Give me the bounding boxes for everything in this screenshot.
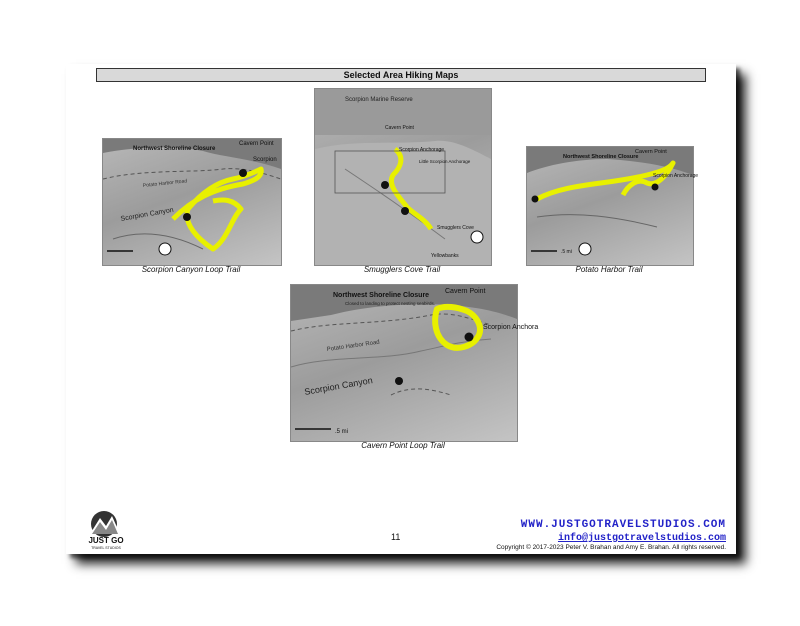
- map-label-road: Potato Harbor Road: [326, 339, 381, 353]
- map-label-point: Cavern Point: [385, 125, 414, 131]
- map-label-scale: .5 mi: [335, 429, 349, 435]
- map-label-banks: Yellowbanks: [431, 253, 459, 259]
- map-label-scale: .5 mi: [561, 249, 572, 255]
- map-label-canyon: Scorpion Canyon: [303, 375, 374, 397]
- map-label-corner: Scorpion Anchora: [483, 324, 539, 331]
- mountain-logo-icon: [72, 510, 140, 550]
- map-label-closure: Northwest Shoreline Closure: [133, 146, 216, 152]
- page-title: Selected Area Hiking Maps: [96, 68, 706, 82]
- map-label-reserve: Scorpion Marine Reserve: [345, 97, 413, 103]
- map-label-point: Cavern Point: [635, 149, 667, 155]
- map-scorpion-canyon-loop: [102, 138, 282, 266]
- map-cavern-point-loop: [290, 284, 539, 442]
- map-label-cove: Smugglers Cove: [437, 225, 474, 231]
- page-number: 11: [391, 532, 401, 542]
- map-label-corner: Scorpion: [253, 157, 277, 163]
- map-label-subtitle: Closed to landing to protect nesting seabirds.: [345, 301, 436, 306]
- map-label-little: Little Scorpion Anchorage: [419, 159, 471, 164]
- map-caption: Smugglers Cove Trail: [363, 265, 441, 274]
- map-caption: Potato Harbor Trail: [575, 265, 643, 274]
- logo-text: JUST GO: [88, 536, 124, 545]
- map-caption: Scorpion Canyon Loop Trail: [141, 265, 241, 274]
- map-label-canyon: Scorpion Canyon: [120, 206, 175, 223]
- logo-subtext: TRAVEL STUDIOS: [91, 546, 121, 550]
- map-label-corner: Scorpion Anchorage: [653, 173, 699, 179]
- just-go-logo: [72, 510, 140, 550]
- map-label-road: Potato Harbor Road: [142, 178, 188, 189]
- map-label-anchorage: Scorpion Anchorage: [399, 147, 445, 153]
- map-label-point: Cavern Point: [445, 288, 486, 295]
- map-graphic: [103, 139, 281, 265]
- map-label-closure: Northwest Shoreline Closure: [333, 292, 430, 299]
- map-label-point: Cavern Point: [239, 141, 274, 147]
- map-smugglers-cove: [314, 88, 492, 266]
- map-graphic: [291, 285, 539, 441]
- document-page: [66, 64, 736, 554]
- website-link[interactable]: WWW.JUSTGOTRAVELSTUDIOS.COM: [520, 519, 726, 531]
- copyright-text: Copyright © 2017-2023 Peter V. Brahan and Amy E. Brahan. All rights reserved.: [496, 544, 726, 551]
- map-potato-harbor: [526, 146, 699, 266]
- map-label-closure: Northwest Shoreline Closure: [563, 154, 639, 160]
- map-caption: Cavern Point Loop Trail: [361, 441, 445, 450]
- email-link[interactable]: info@justgotravelstudios.com: [557, 533, 726, 544]
- map-graphic: [315, 89, 491, 265]
- map-graphic: [527, 147, 699, 265]
